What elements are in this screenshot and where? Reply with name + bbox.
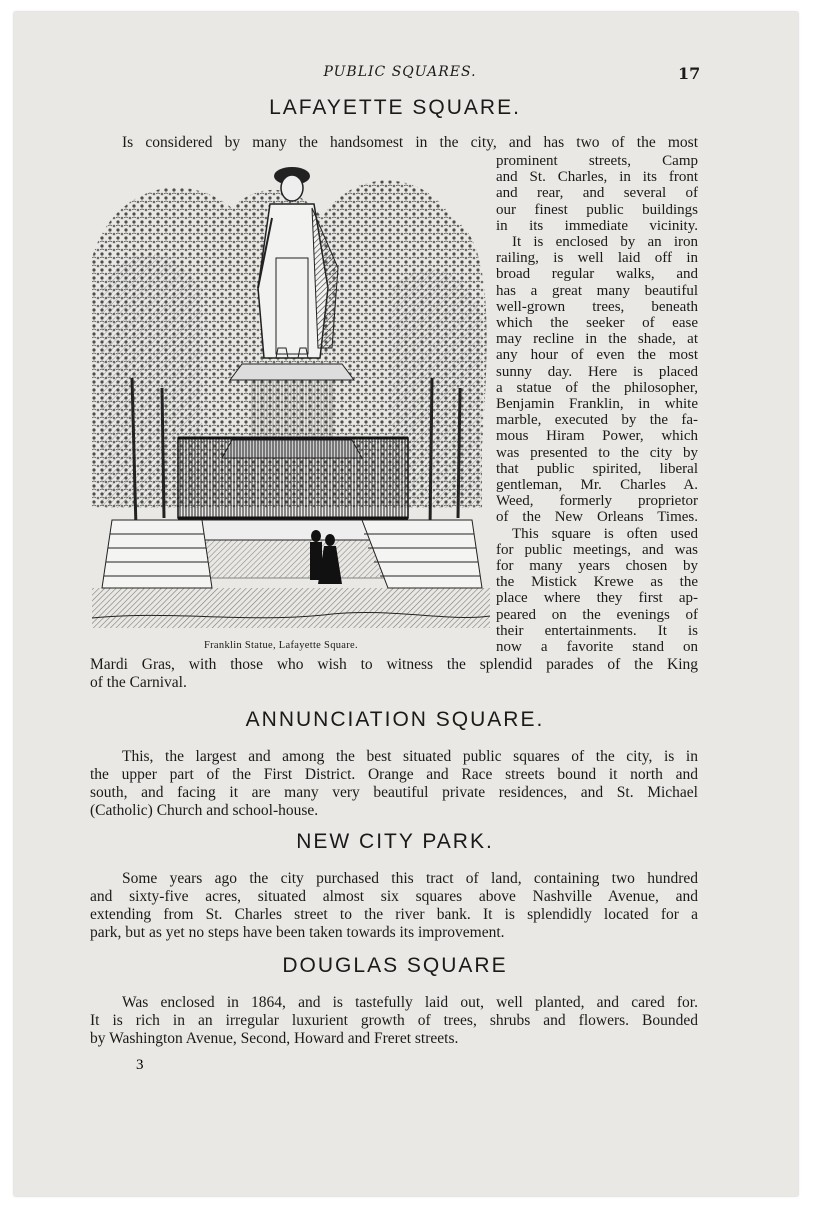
douglas-line: Was enclosed in 1864, and is tastefully laid out, well planted, and cared for. (122, 994, 698, 1011)
section-title-new-city-park: NEW CITY PARK. (296, 830, 494, 853)
lafayette-side-line: It is enclosed by an iron (512, 234, 698, 250)
new-city-park-line: park, but as yet no steps have been taken towards its improvement. (90, 924, 505, 941)
lafayette-side-line: for public meetings, and was (496, 541, 698, 558)
lafayette-side-line: mous Hiram Power, which (496, 428, 698, 445)
franklin-statue-engraving (92, 148, 490, 630)
lafayette-first-line: Is considered by many the handsomest in the city, and has two of the most (122, 134, 698, 151)
new-city-park-line: and sixty-five acres, situated almost six squares above Nashville Avenue, and (90, 888, 698, 905)
new-city-park-line: extending from St. Charles street to the river bank. It is splendidly located for a (90, 906, 698, 923)
lafayette-side-line: the Mistick Krewe as the (496, 574, 698, 591)
lafayette-side-line: marble, executed by the fa- (496, 412, 698, 429)
lafayette-side-line: now a favorite stand on (496, 639, 698, 655)
annunciation-line: This, the largest and among the best situated public squares of the city, is in (122, 748, 698, 765)
lafayette-side-line: in its immediate vicinity. (496, 217, 698, 234)
lafayette-side-line: our finest public buildings (496, 201, 698, 218)
annunciation-line: south, and facing it are many very beautiful private residences, and St. Michael (90, 784, 698, 801)
lafayette-side-line: any hour of even the most (496, 347, 698, 364)
lafayette-side-line: railing, is well laid off in (496, 250, 698, 267)
lafayette-closing-line: Mardi Gras, with those who wish to witness the splendid parades of the King (90, 656, 698, 673)
figure-caption: Franklin Statue, Lafayette Square. (204, 640, 358, 651)
new-city-park-line: Some years ago the city purchased this tract of land, containing two hundred (122, 870, 698, 887)
lafayette-side-line: for many years chosen by (496, 558, 698, 574)
douglas-line: It is rich in an irregular luxurient growth of trees, shrubs and flowers. Bounded (90, 1012, 698, 1029)
lafayette-closing-line: of the Carnival. (90, 674, 187, 691)
lafayette-side-line: of the New Orleans Times. (496, 509, 698, 526)
lafayette-side-line: and rear, and several of (496, 185, 698, 202)
base-steps (102, 520, 482, 588)
lafayette-side-line: Weed, formerly proprietor (496, 493, 698, 510)
page-number: 17 (678, 64, 701, 83)
lafayette-side-line: place where they first ap- (496, 590, 698, 607)
iron-railing (178, 438, 408, 518)
lafayette-side-line: broad regular walks, and (496, 266, 698, 283)
lafayette-side-line: a statue of the philosopher, (496, 379, 698, 396)
lafayette-side-line: which the seeker of ease (496, 315, 698, 331)
lafayette-side-line: peared on the evenings of (496, 606, 698, 623)
lafayette-side-line: prominent streets, Camp (496, 153, 698, 169)
annunciation-line: (Catholic) Church and school-house. (90, 802, 319, 819)
lafayette-side-line: sunny day. Here is placed (496, 363, 698, 380)
annunciation-line: the upper part of the First District. Orange and Race streets bound it north and (90, 766, 698, 783)
lafayette-side-line: their entertainments. It is (496, 622, 698, 639)
lafayette-side-line: and St. Charles, in its front (496, 169, 698, 186)
section-title-douglas: DOUGLAS SQUARE (282, 954, 508, 977)
douglas-line: by Washington Avenue, Second, Howard and Freret streets. (90, 1030, 459, 1047)
section-title-annunciation: ANNUNCIATION SQUARE. (245, 708, 545, 731)
lafayette-side-line: may recline in the shade, at (496, 331, 698, 348)
signature-mark: 3 (136, 1057, 144, 1073)
lafayette-side-line: Benjamin Franklin, in white (496, 396, 698, 412)
lafayette-side-line: was presented to the city by (496, 444, 698, 461)
lafayette-side-line: well-grown trees, beneath (496, 298, 698, 315)
lafayette-side-line: that public spirited, liberal (496, 460, 698, 477)
lafayette-side-line: gentleman, Mr. Charles A. (496, 477, 698, 493)
lafayette-side-line: has a great many beautiful (496, 282, 698, 299)
running-title: PUBLIC SQUARES. (323, 64, 477, 80)
lafayette-side-line: This square is often used (512, 525, 698, 542)
section-title-lafayette: LAFAYETTE SQUARE. (269, 96, 521, 119)
